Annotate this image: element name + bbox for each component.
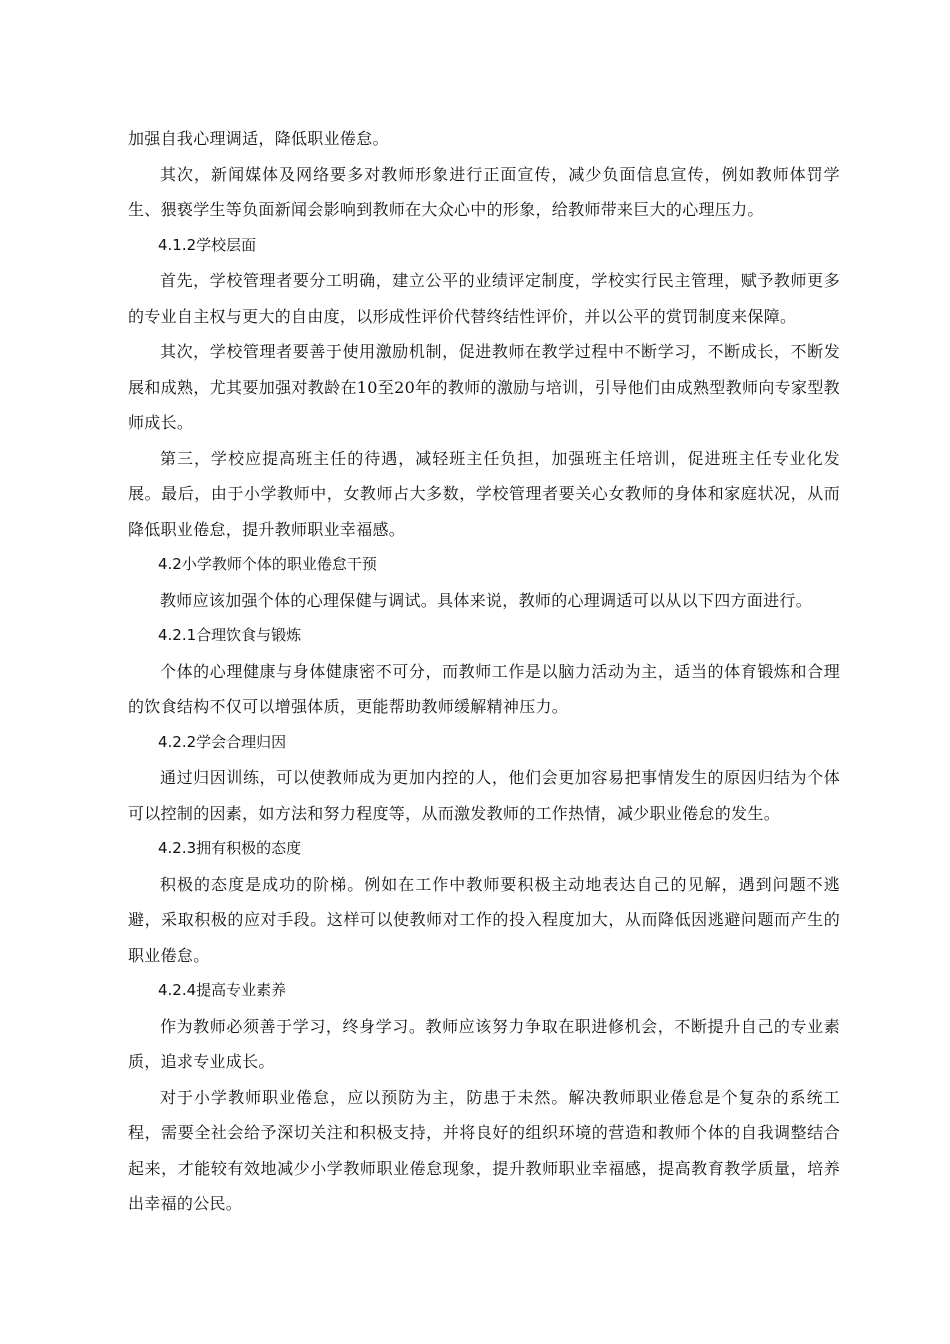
paragraph: 通过归因训练，可以使教师成为更加内控的人，他们会更加容易把事情发生的原因归结为个体可以控制的因素，如方法和努力程度等，从而激发教师的工作热情，减少职业倦怠的发生。 <box>128 768 840 823</box>
paragraph: 加强自我心理调适，降低职业倦怠。 <box>128 129 389 148</box>
section-heading: 4.2.4提高专业素养 <box>158 981 287 999</box>
paragraph: 其次，新闻媒体及网络要多对教师形象进行正面宣传，减少负面信息宣传，例如教师体罚学生、猥亵学生等负面新闻会影响到教师在大众心中的形象，给教师带来巨大的心理压力。 <box>128 164 840 219</box>
paragraph: 教师应该加强个体的心理保健与调试。具体来说，教师的心理调适可以从以下四方面进行。 <box>160 590 813 610</box>
section-heading: 4.2.2学会合理归因 <box>158 732 287 751</box>
paragraph: 第三，学校应提高班主任的待遇，减轻班主任负担，加强班主任培训，促进班主任专业化发展。最后，由于小学教师中，女教师占大多数，学校管理者要关心女教师的身体和家庭状况，从而降低职业倦怠，提升教师职业幸福感。 <box>128 448 840 539</box>
paragraph: 对于小学教师职业倦怠，应以预防为主，防患于未然。解决教师职业倦怠是个复杂的系统工程，需要全社会给予深切关注和积极支持，并将良好的组织环境的营造和教师个体的自我调整结合起来，才能较有效地减少小学教师职业倦怠现象，提升教师职业幸福感，提高教育教学质量，培养出幸福的公民。 <box>128 1087 840 1213</box>
paragraph: 首先，学校管理者要分工明确，建立公平的业绩评定制度，学校实行民主管理，赋予教师更多的专业自主权与更大的自由度，以形成性评价代替终结性评价，并以公平的赏罚制度来保障。 <box>128 271 840 326</box>
document-body <box>128 121 840 1222</box>
paragraph: 其次，学校管理者要善于使用激励机制，促进教师在教学过程中不断学习，不断成长，不断发展和成熟，尤其要加强对教龄在10至20年的教师的激励与培训，引导他们由成熟型教师向专家型教师成长。 <box>128 342 840 432</box>
paragraph: 积极的态度是成功的阶梯。例如在工作中教师要积极主动地表达自己的见解，遇到问题不逃避，采取积极的应对手段。这样可以使教师对工作的投入程度加大，从而降低因逃避问题而产生的职业倦怠。 <box>128 874 840 965</box>
section-heading: 4.1.2学校层面 <box>158 235 257 254</box>
paragraph: 作为教师必须善于学习，终身学习。教师应该努力争取在职进修机会，不断提升自己的专业素质，追求专业成长。 <box>128 1016 840 1071</box>
section-heading: 4.2.3拥有积极的态度 <box>158 839 302 857</box>
paragraph: 个体的心理健康与身体健康密不可分，而教师工作是以脑力活动为主，适当的体育锻炼和合理的饮食结构不仅可以增强体质，更能帮助教师缓解精神压力。 <box>128 661 840 716</box>
section-heading: 4.2小学教师个体的职业倦怠干预 <box>158 555 377 573</box>
section-heading: 4.2.1合理饮食与锻炼 <box>158 626 302 644</box>
